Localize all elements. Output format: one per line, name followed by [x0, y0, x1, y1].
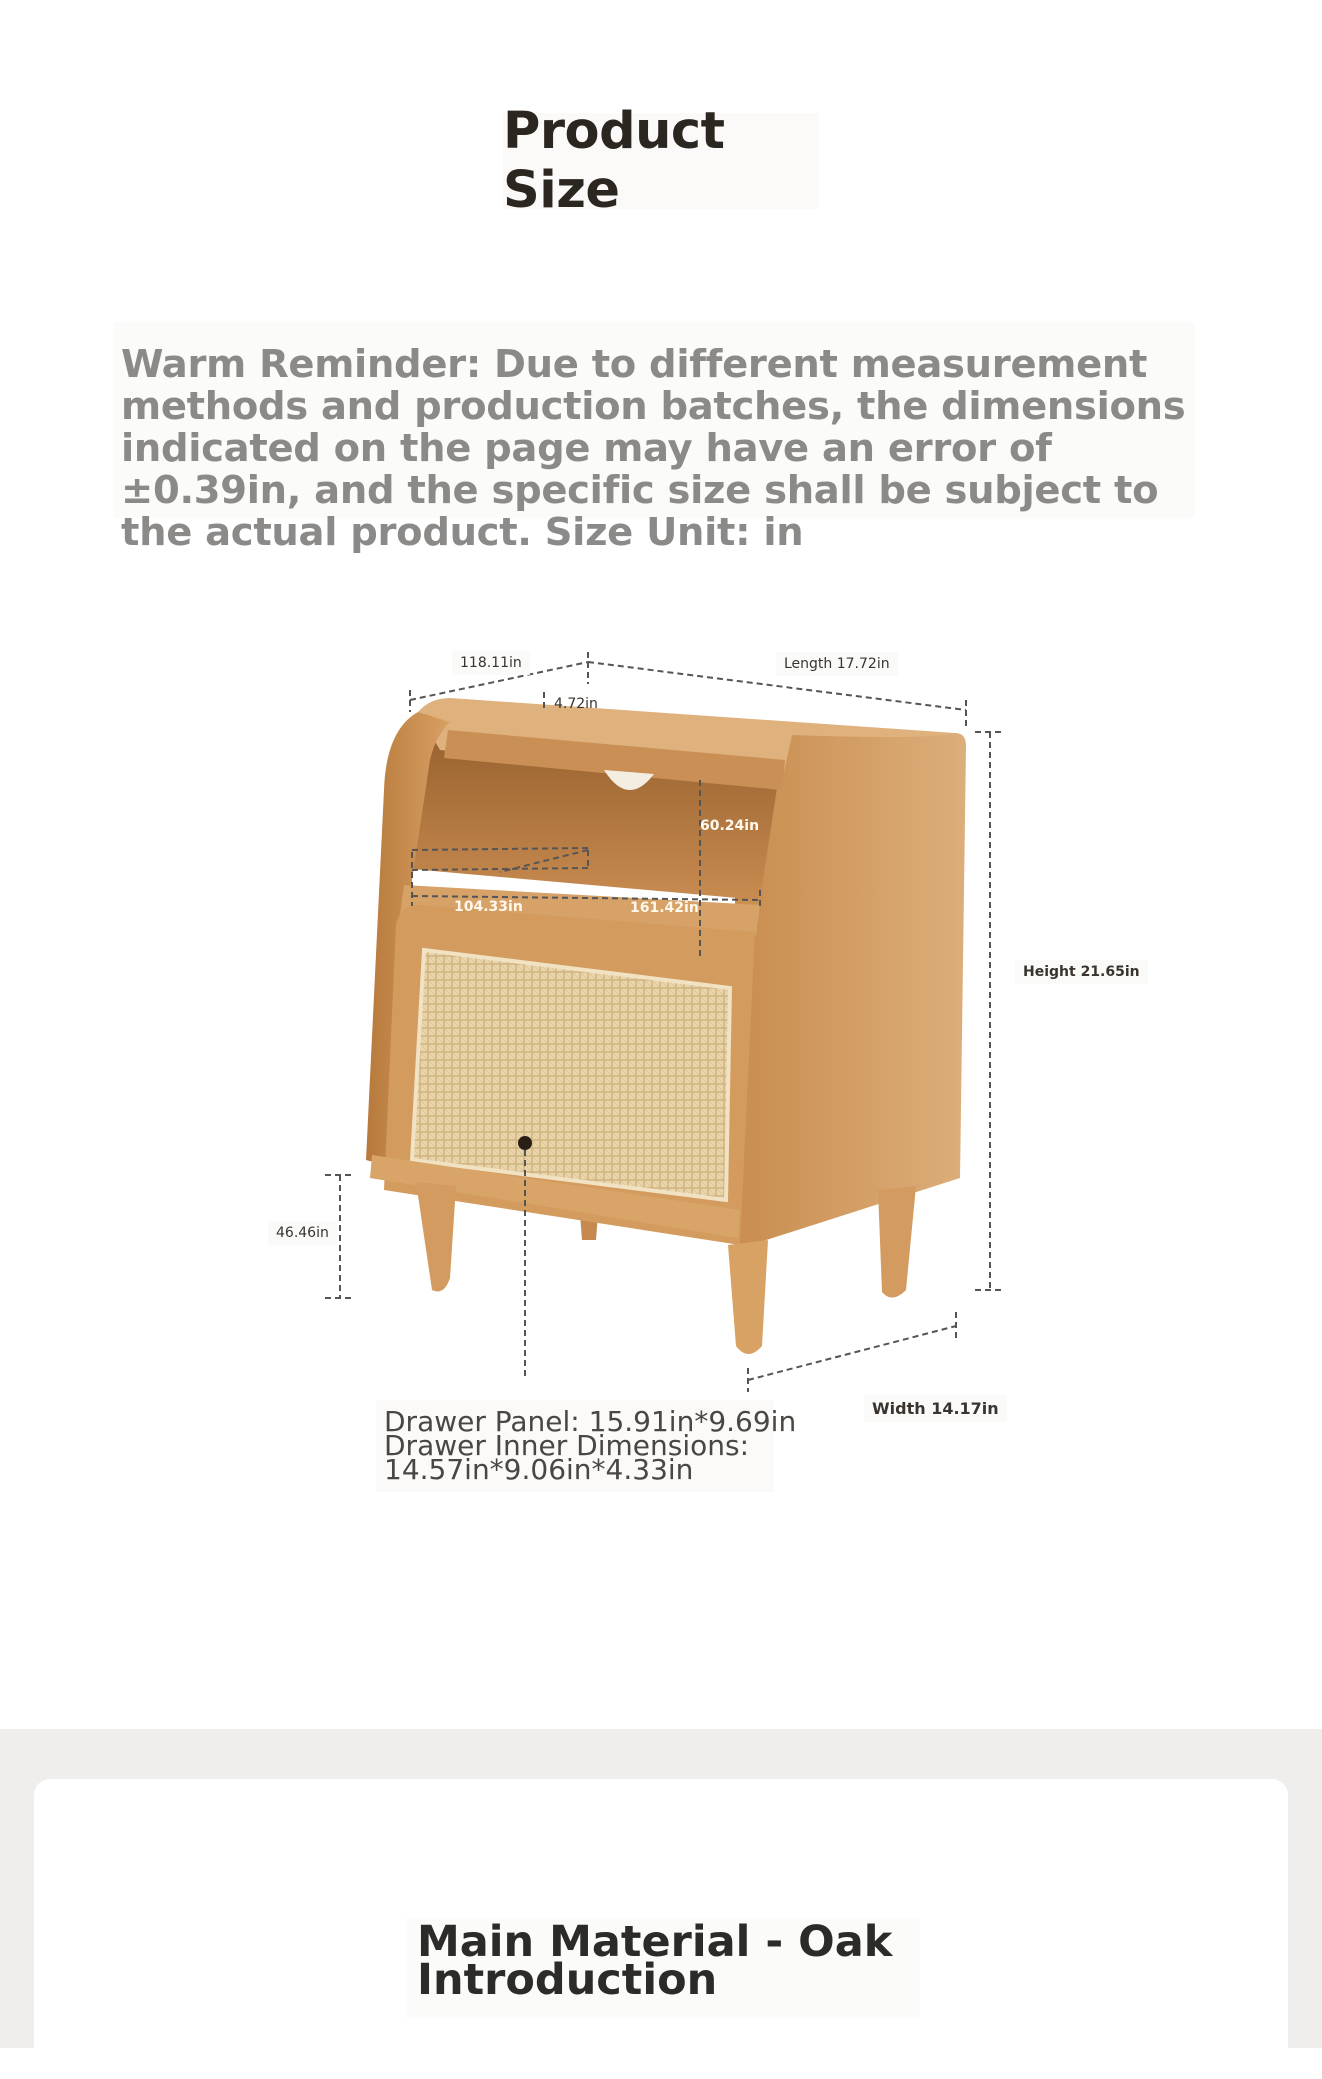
- warm-reminder-box: [113, 322, 1195, 555]
- rattan-panel: [412, 950, 730, 1200]
- dim-label-shelf-height: 60.24in: [700, 818, 760, 834]
- dim-label-top-depth: 118.11in: [452, 651, 530, 675]
- dim-label-shelf-depth: 104.33in: [454, 899, 523, 915]
- front-leg-left: [416, 1182, 456, 1292]
- dim-label-length: Length 17.72in: [776, 652, 898, 676]
- nightstand-illustration: [0, 620, 1322, 1520]
- material-title-line1: Main Material - Oak: [417, 1917, 893, 1967]
- material-title-line2: Introduction: [417, 1955, 718, 2005]
- drawer-panel-size: Drawer Panel: 15.91in*9.69in: [384, 1405, 797, 1438]
- material-title: [406, 1918, 920, 2018]
- front-leg-middle: [728, 1240, 768, 1354]
- warm-reminder-text: Warm Reminder: Due to different measurement methods and production batches, the dimensions indicated on the page may have an error of ±0.39in, and the specific size shall be subject to the actual product. Size Unit: in: [121, 342, 1186, 555]
- dim-label-shelf-width: 161.42in: [630, 900, 699, 916]
- drawer-inner-label: Drawer Inner Dimensions:: [384, 1429, 750, 1462]
- dim-label-height: Height 21.65in: [1015, 960, 1148, 984]
- drawer-dimensions: [376, 1400, 797, 1492]
- dim-label-leg-height: 46.46in: [268, 1221, 337, 1245]
- drawer-knob: [518, 1136, 532, 1150]
- drawer-inner-size: 14.57in*9.06in*4.33in: [384, 1453, 694, 1486]
- dim-label-panel-thickness: 4.72in: [554, 696, 598, 712]
- front-leg-right: [878, 1186, 916, 1298]
- dim-label-width: Width 14.17in: [864, 1395, 1007, 1422]
- product-dimension-figure: [0, 620, 1322, 1520]
- page-title: Product Size: [503, 113, 819, 209]
